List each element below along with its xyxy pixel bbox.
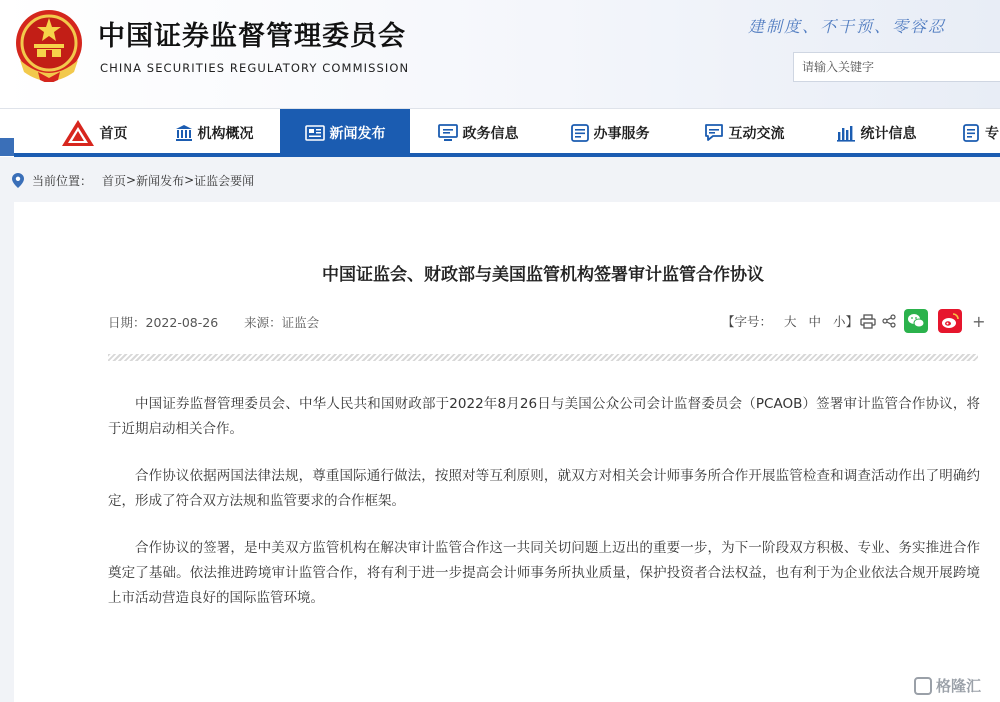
nav-item-special[interactable]: [962, 109, 1000, 156]
nav-accent: [0, 138, 14, 156]
site-title-cn: 中国证券监督管理委员会: [98, 21, 406, 52]
share-icon[interactable]: [882, 314, 896, 328]
nav-label: 专: [985, 125, 999, 142]
font-size-small-button[interactable]: 小: [833, 314, 846, 329]
bar-chart-icon: [836, 124, 856, 142]
nav-label: 新闻发布: [329, 125, 386, 142]
slogan: 建制度、不干预、零容忍: [748, 17, 947, 36]
location-pin-icon: [12, 173, 24, 188]
watermark-logo-icon: [914, 677, 932, 695]
article-divider: [108, 354, 978, 361]
font-size-large-button[interactable]: 大: [784, 314, 797, 329]
nav-label: 互动交流: [728, 125, 785, 142]
weibo-share-icon[interactable]: [938, 309, 962, 333]
institution-icon: [175, 124, 193, 142]
article-paragraph: 合作协议依据两国法律法规，尊重国际通行做法，按照对等互利原则，就双方对相关会计师事务所合作开展监管检查和调查活动作出了明确约定，形成了符合双方法规和监管要求的合作框架。: [108, 468, 980, 509]
font-size-close: 】: [845, 314, 859, 329]
nav-label: 统计信息: [860, 125, 917, 142]
nav-label: 办事服务: [593, 125, 650, 142]
breadcrumb-news[interactable]: 新闻发布: [136, 173, 185, 188]
nav-underline: [14, 153, 1000, 157]
watermark: [914, 675, 981, 696]
document-icon: [962, 124, 980, 142]
article-title: 中国证监会、财政部与美国监管机构签署审计监管合作协议: [322, 265, 764, 285]
nav-item-institution[interactable]: [162, 109, 266, 156]
site-title-en: CHINA SECURITIES REGULATORY COMMISSION: [100, 61, 410, 75]
print-icon[interactable]: [860, 314, 876, 329]
breadcrumb-home[interactable]: 首页: [102, 173, 127, 188]
csrc-logo-icon: [61, 119, 95, 147]
nav-item-government-info[interactable]: [426, 109, 530, 156]
nav-label: 机构概况: [197, 125, 254, 142]
article-date: 2022-08-26: [145, 315, 219, 330]
chat-icon: [704, 124, 724, 142]
article-source: 证监会: [281, 315, 320, 330]
breadcrumb-separator: >: [184, 173, 195, 187]
date-label: 日期：: [108, 315, 146, 330]
watermark-text: 格隆汇: [936, 677, 982, 695]
search-input[interactable]: [793, 52, 1000, 82]
font-size-medium-button[interactable]: 中: [808, 314, 822, 329]
monitor-icon: [438, 124, 458, 142]
nav-item-statistics[interactable]: [824, 109, 928, 156]
article-paragraph: 中国证券监督管理委员会、中华人民共和国财政部于2022年8月26日与美国公众公司会计监督委员会（PCAOB）签署审计监管合作协议，将于近期启动相关合作。: [108, 396, 980, 437]
national-emblem-icon: [12, 8, 86, 82]
news-icon: [305, 125, 325, 141]
nav-item-services[interactable]: [558, 109, 662, 156]
breadcrumb-separator: >: [126, 173, 137, 187]
breadcrumb-current[interactable]: 证监会要闻: [194, 173, 255, 188]
source-label: 来源：: [244, 315, 282, 330]
wechat-share-icon[interactable]: [904, 309, 928, 333]
more-share-button[interactable]: +: [972, 311, 986, 331]
site-header: [0, 0, 1000, 108]
article-meta: [108, 313, 319, 331]
nav-item-news[interactable]: [280, 109, 410, 156]
service-list-icon: [571, 124, 589, 142]
breadcrumb-prefix: 当前位置：: [32, 173, 93, 188]
breadcrumb: [12, 170, 254, 190]
main-nav: [0, 108, 1000, 157]
nav-label: 首页: [99, 125, 128, 142]
article-tools: [722, 308, 985, 334]
nav-item-interaction[interactable]: [692, 109, 796, 156]
nav-label: 政务信息: [462, 125, 519, 142]
article-paragraph: 合作协议的签署，是中美双方监管机构在解决审计监管合作这一共同关切问题上迈出的重要一步，为下一阶段双方积极、专业、务实推进合作奠定了基础。依法推进跨境审计监管合作，将有利于进一步提高会计师事务所执业质量，保护投资者合法权益，也有利于为企业依法合规开展跨境上市活动营造良好的国际监管环境。: [108, 540, 980, 606]
font-size-label: 【字号：: [722, 314, 773, 329]
nav-item-home[interactable]: [44, 109, 144, 156]
article-panel: [14, 202, 1000, 702]
